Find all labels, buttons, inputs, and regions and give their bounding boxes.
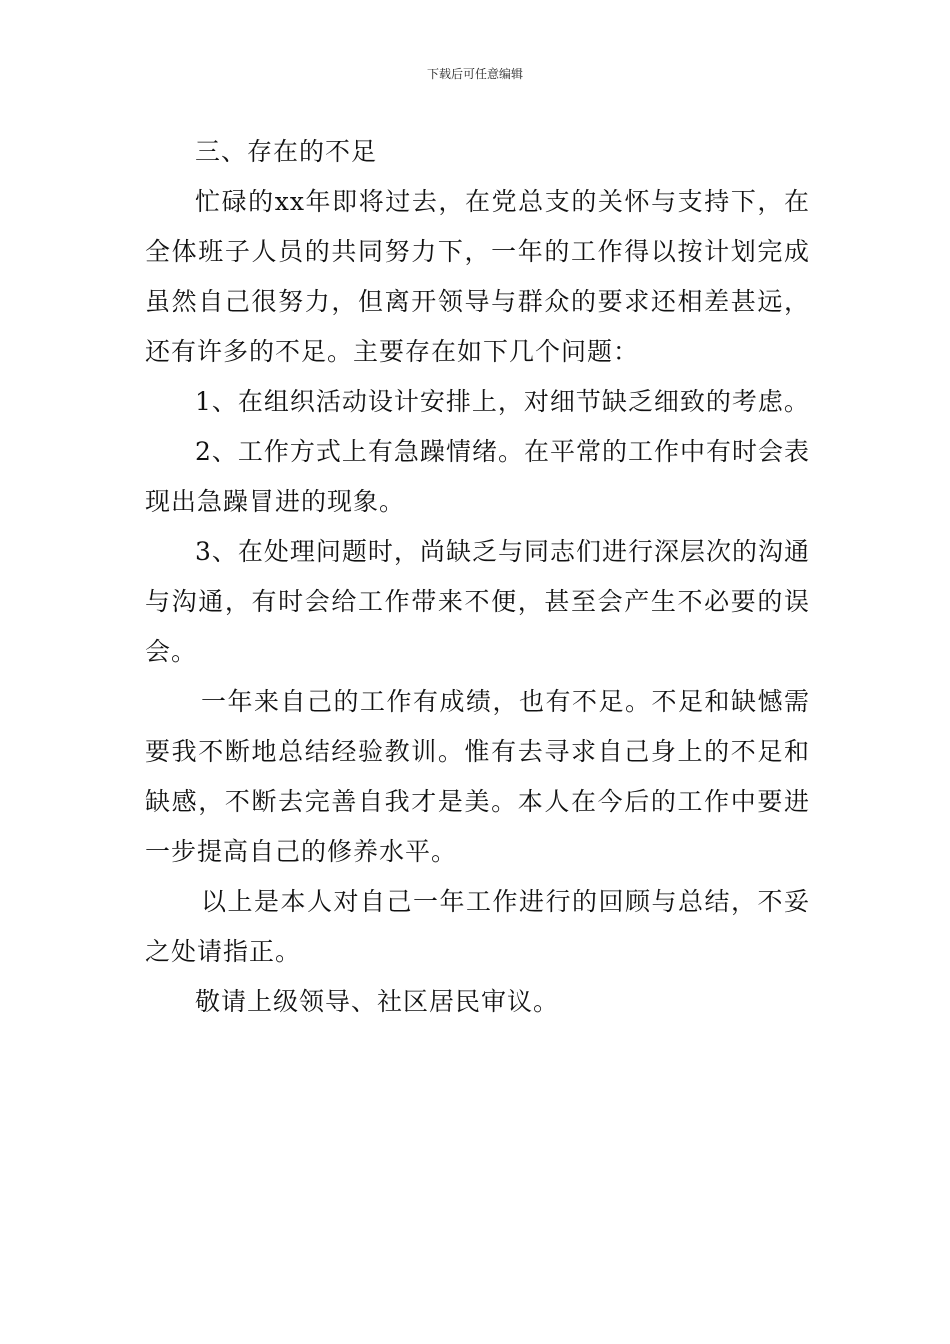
section-heading: 三、存在的不足 — [195, 137, 378, 166]
document-body — [145, 127, 810, 1027]
paragraph-intro: 忙碌的xx年即将过去，在党总支的关怀与支持下，在全体班子人员的共同努力下，一年的工作得以按计划完成虽然自己很努力，但离开领导与群众的要求还相差甚远，还有许多的不足。主要存在如下几个问题： — [145, 187, 810, 366]
paragraph-closing: 敬请上级领导、社区居民审议。 — [195, 987, 560, 1016]
paragraph-issue-3: 3、在处理问题时，尚缺乏与同志们进行深层次的沟通与沟通，有时会给工作带来不便，甚至会产生不必要的误会。 — [145, 537, 810, 666]
paragraph-issue-1: 1、在组织活动设计安排上，对细节缺乏细致的考虑。 — [195, 387, 810, 416]
paragraph-issue-2: 2、工作方式上有急躁情绪。在平常的工作中有时会表现出急躁冒进的现象。 — [145, 437, 810, 516]
page-header: 下载后可任意编辑 — [426, 67, 523, 81]
paragraph-reflection: 一年来自己的工作有成绩，也有不足。不足和缺憾需要我不断地总结经验教训。惟有去寻求自己身上的不足和缺感，不断去完善自我才是美。本人在今后的工作中要进一步提高自己的修养水平。 — [145, 687, 810, 866]
paragraph-summary: 以上是本人对自己一年工作进行的回顾与总结，不妥之处请指正。 — [145, 887, 810, 966]
